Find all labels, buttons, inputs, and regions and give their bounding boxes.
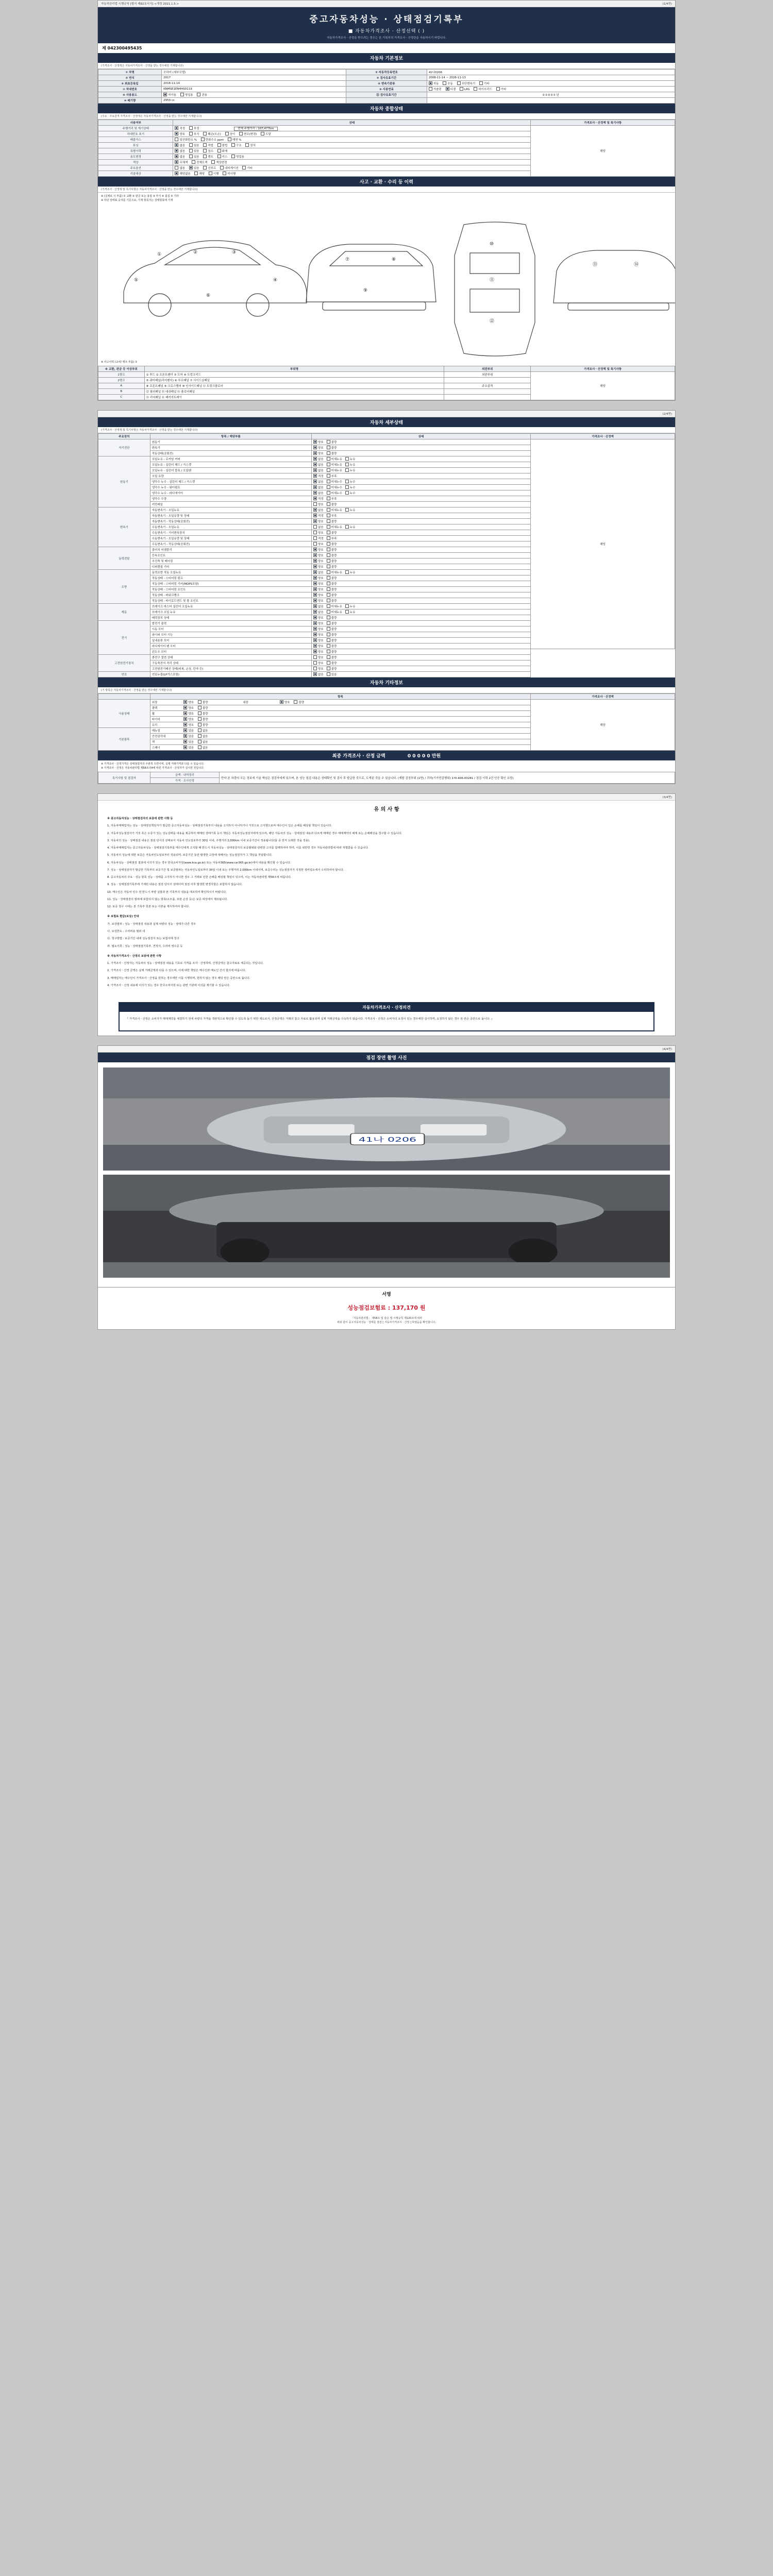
basic-transmission-options[interactable]: 자동 수동 무단변속기 기타 — [427, 81, 675, 87]
detail-item-0-2: 작동상태(공회전) — [150, 451, 311, 456]
sheet3-topstrip — [98, 794, 675, 801]
page-number-4: (4/4면) — [662, 1047, 672, 1051]
notice-head: ※ 중고자동차성능 · 상태점검자의 보증에 관한 사항 등 — [107, 817, 173, 820]
basic-label-10: ⑪ 검사유효기간 — [346, 92, 427, 98]
overall-row-label-5: 용도변경 — [98, 154, 173, 160]
overall-row-opts-8[interactable]: 해당없음 해당 이행 미이행 — [173, 171, 531, 177]
overall-row-label-8: 리콜대상 — [98, 171, 173, 177]
notice-body — [98, 815, 675, 998]
detail-item-2-1: 자동변속기 - 오일유량 및 상태 — [150, 513, 311, 519]
detail-opts-7-2[interactable]: 양호 불량 — [312, 666, 531, 672]
overall-row-opts-3[interactable]: 없음 있음 적법 불법 구조 장치 — [173, 143, 531, 148]
detail-item-6-0: 발전기 출력 — [150, 621, 311, 626]
overall-row-opts-4[interactable]: 없음 있음 침수 화재 — [173, 148, 531, 154]
detail-item-1-5: 냉각수 누수 - 워터펌프 — [150, 485, 311, 490]
detail-item-2-4: 수동변속기 - 기어변속장치 — [150, 530, 311, 536]
svg-text:41나 0206: 41나 0206 — [358, 1136, 416, 1144]
accident-frame-label: 주요골격 — [444, 383, 531, 389]
detail-item-3-2: 추진축 및 베어링 — [150, 558, 311, 564]
basic-label-blank — [346, 98, 427, 104]
basic-label-3: ③ 연식 — [98, 75, 162, 81]
detail-opts-1-8[interactable]: 양호 불량 — [312, 502, 531, 507]
accident-col-outer: 외판부위 — [444, 366, 531, 372]
basic-value-blank — [427, 98, 675, 104]
detail-item-1-6: 냉각수 누수 - 라디에이터 — [150, 490, 311, 496]
second-item-1: 2. 가격조사ㆍ산정 금액은 실제 거래금액과 다를 수 있으며, 이에 대한 책임은 매수인과 매도인 간의 합의에 따릅니다. — [107, 969, 246, 973]
second-head: ※ 자동차가격조사 · 산정의 보증에 관한 사항 — [107, 954, 162, 958]
svg-text:①: ① — [157, 252, 162, 257]
accident-col-price: 가격조사ㆍ산정액 및 특기사항 — [531, 366, 675, 372]
etc-row-3[interactable]: 타이어 양호 불량 — [150, 717, 531, 722]
claim-item-2: 다. 청구방법 : 보증기간 내에 성능점검자 또는 보험사에 청구 — [107, 937, 179, 941]
overall-row-label-4: 특별이력 — [98, 148, 173, 154]
detail-opts-1-6[interactable]: 없음 미세누수 누수 — [312, 490, 531, 496]
detail-item-6-4: 라디에이터 팬 모터 — [150, 643, 311, 649]
photo-front — [103, 1067, 670, 1171]
footer-line-2: 위와 같이 중고자동차성능ㆍ상태를 점검 [ 자동차가격조사ㆍ산정 ] 하였음을 확인합니다. — [337, 1321, 436, 1325]
photos-bar: 점검 장면 촬영 사진 — [98, 1053, 675, 1062]
detail-item-3-0: 클러치 어셈블리 — [150, 547, 311, 553]
detail-item-7-0: 충전구 절연 상태 — [150, 655, 311, 660]
overall-row-opts-2[interactable]: 일산화탄소 % 탄화수소 ppm 매연 % — [173, 137, 531, 143]
sheet2-topstrip — [98, 411, 675, 417]
overall-row-opts-7[interactable]: 없음 있음 선루프 내비게이션 기타 — [173, 165, 531, 171]
detail-item-1-2: 오일누유 - 실린더 블록 / 오일팬 — [150, 468, 311, 473]
detail-item-1-1: 오일누유 - 실린더 헤드 / 가스켓 — [150, 462, 311, 468]
detail-item-2-0: 자동변속기 - 오일누유 — [150, 507, 311, 513]
photo-underbody-svg — [103, 1175, 670, 1278]
detail-opts-1-0[interactable]: 없음 미세누유 누유 — [312, 456, 531, 462]
price-label-sub: 가격 · 조사산정 — [150, 778, 219, 784]
accident-xlabel: ※ 사고이력 (교차/ 랭크 부품) ① — [101, 361, 138, 364]
detail-opts-4-0[interactable]: 없음 미세누유 누유 — [312, 570, 531, 575]
title-band — [98, 7, 675, 43]
detail-item-4-0: 동력조향 작동 오일누유 — [150, 570, 311, 575]
detail-opts-2-1[interactable]: 적정 부족 — [312, 513, 531, 519]
detail-opts-6-0[interactable]: 양호 불량 — [312, 621, 531, 626]
photos-area — [98, 1062, 675, 1287]
detail-col-item: 항목 / 해당부품 — [150, 434, 311, 439]
claim-item-1: 나. 보상한도 : 수리비용 범위 내 — [107, 929, 145, 933]
overall-row-label-3: 튜닝 — [98, 143, 173, 148]
detail-item-5-0: 브레이크 마스터 실린더 오일누유 — [150, 604, 311, 609]
svg-text:⑤: ⑤ — [134, 278, 139, 283]
detail-item-1-8: 커먼레일 — [150, 502, 311, 507]
detail-item-7-2: 고전원전기배선 상태(피복, 손상, 단자 등) — [150, 666, 311, 672]
detail-opts-8-0[interactable]: 없음 있음 — [312, 672, 531, 677]
svg-text:④: ④ — [273, 278, 278, 283]
mileage-box: 현재 주행거리 : 107,477km — [234, 127, 277, 131]
detail-opts-1-4[interactable]: 없음 미세누수 누수 — [312, 479, 531, 485]
accident-rank-1: 2랭크 — [98, 378, 145, 383]
detail-opts-6-2[interactable]: 양호 불량 — [312, 632, 531, 638]
overall-row-label-2: 배출가스 — [98, 137, 173, 143]
basic-value-10: 0 0 0 0 0 년 — [427, 92, 675, 98]
detail-opts-3-0[interactable]: 양호 불량 — [312, 547, 531, 553]
document-number-row — [98, 43, 675, 53]
guarantee-body: 『 가격조사ㆍ산정은 소비자가 매매계약을 체결하기 전에 차량의 가격을 객관적으로 확인할 수 있도록 돕기 위한 제도로서, 산정금액은 거래의 참고 자료로 활용되며 실제 거래금액을 구속하지 않습니다. 가격조사ㆍ산정은 소비자의 요청이 있는 경우에만 실시하며, 요청하지 않은 경우 본 란은 공란으로 둡니다. 』 — [126, 1018, 494, 1021]
detail-opts-3-2[interactable]: 양호 불량 — [312, 558, 531, 564]
detail-opts-4-1[interactable]: 양호 불량 — [312, 575, 531, 581]
sheet1-topstrip — [98, 1, 675, 7]
detail-group-5: 제동 — [98, 604, 150, 621]
detail-opts-2-6[interactable]: 양호 불량 — [312, 541, 531, 547]
page-number-1: (1/4면) — [662, 3, 672, 6]
second-item-0: 1. 가격조사ㆍ산정자는 자동차의 성능ㆍ상태점검 내용을 기초로 가격을 조사ㆍ산정하며, 산정금액은 참고자료로 제공되는 것입니다. — [107, 962, 264, 965]
guarantee-title: 자동차가격조사 · 산정의견 — [120, 1003, 653, 1012]
notice-item-2: 3. 자동차의 성능ㆍ상태점검 내용은 점검 당시의 상태로서 자동차 인도일로부터 30일 이내, 주행거리 2,000km 이내 보증기간이 적용됩니다(둘 중 먼저 도래한 것을 적용). — [107, 839, 310, 842]
basic-label-7: ⑦ 차대번호 — [98, 87, 162, 92]
accident-rank-2: A — [98, 383, 145, 389]
price-bar-label: 최종 가격조사 · 산정 금액 — [332, 754, 385, 759]
accident-legend — [98, 193, 675, 204]
accident-outer-4 — [444, 395, 531, 400]
etc-base-row-1[interactable]: 안전삼각대 있음 없음 — [150, 734, 531, 739]
second-item-3: 4. 가격조사ㆍ산정 내용에 이의가 있는 경우 한국소비자원 또는 관련 기관에 이의를 제기할 수 있습니다. — [107, 984, 230, 987]
svg-text:⑩: ⑩ — [490, 242, 494, 247]
detail-item-1-0: 오일누유 - 로커암 커버 — [150, 456, 311, 462]
svg-text:③: ③ — [232, 250, 237, 255]
detail-opts-1-5[interactable]: 없음 미세누수 누수 — [312, 485, 531, 490]
accident-parts-table — [98, 366, 675, 400]
svg-text:⑥: ⑥ — [206, 293, 211, 298]
overall-row-label-6: 색상 — [98, 160, 173, 165]
basic-label-5: ⑤ 최초등록일 — [98, 81, 162, 87]
detail-state-table — [98, 433, 675, 677]
section-basic-bar: 자동차 기본정보 — [98, 53, 675, 63]
accident-rank-4: C — [98, 395, 145, 400]
page-number-3: (3/4면) — [662, 796, 672, 799]
overall-row-opts-6[interactable]: 무채색 전체도색 색상변경 — [173, 160, 531, 165]
detail-group-6: 전기 — [98, 621, 150, 655]
photo-front-svg — [103, 1067, 670, 1171]
section-etc-bar: 자동차 기타정보 — [98, 677, 675, 687]
second-item-2: 3. 매매업자는 매수인이 가격조사ㆍ산정을 원하는 경우에만 이를 시행하며, 원하지 않는 경우 해당 란은 공란으로 둡니다. — [107, 976, 250, 980]
etc-base-row-3[interactable]: 스패너 있음 없음 — [150, 745, 531, 751]
docno-value: 042300495435 — [107, 46, 142, 50]
section-overall-bar: 자동차 종합상태 — [98, 104, 675, 113]
sheet-3 — [97, 793, 676, 1036]
detail-opts-6-1[interactable]: 양호 불량 — [312, 626, 531, 632]
overall-col-state: 상태 — [173, 120, 531, 126]
detail-item-2-5: 수동변속기 - 오일유량 및 상태 — [150, 536, 311, 541]
accident-items-0: ① 후드 ② 프론트펜더 ③ 도어 ④ 트렁크리드 — [144, 372, 444, 378]
page-title: 중고자동차성능 · 상태점검기록부 — [309, 14, 464, 25]
notice-item-5: 6. 자동차성능ㆍ상태점검 결과에 이의가 있는 경우 한국소비자원(www.kca.go.kr) 또는 자동차365(www.car365.go.kr)에서 내용을 확인할 수 있습니다. — [107, 861, 291, 865]
basic-value-3: 2017 — [162, 75, 346, 81]
basic-label-8: ⑧ 사용연료 — [346, 87, 427, 92]
etc-row-2[interactable]: 휠 양호 불량 — [150, 711, 531, 717]
detail-item-5-2: 배력장치 상태 — [150, 615, 311, 621]
svg-text:⑪: ⑪ — [490, 278, 495, 283]
notice-item-10: 11. 성능ㆍ상태점검의 범위에 포함되지 않는 항목(소모품, 외관 손상 등)은 보증 대상에서 제외됩니다. — [107, 897, 228, 901]
accident-items-3: ⑫ 필러패널 ⑬ 대쉬패널 ⑭ 플로어패널 — [144, 389, 444, 395]
etc-table — [98, 693, 675, 751]
etc-base-row-0[interactable]: 매뉴얼 있음 없음 — [150, 728, 531, 734]
overall-col-price: 가격조사ㆍ산정액 및 특기사항 — [531, 120, 675, 126]
svg-text:⑭: ⑭ — [634, 262, 639, 267]
overall-state-table — [98, 120, 675, 177]
sheet-2 — [97, 410, 676, 784]
sheet-1 — [97, 0, 676, 401]
basic-usage-options[interactable]: 자가용 영업용 관용 — [162, 92, 346, 98]
basic-label-6: ⑥ 변속기종류 — [346, 81, 427, 87]
detail-opts-2-0[interactable]: 없음 미세누유 누유 — [312, 507, 531, 513]
accident-items-2: ⑧ 프론트패널 ⑨ 크로스멤버 ⑩ 인사이드패널 ⑪ 트렁크플로어 — [144, 383, 444, 389]
section-basic-note: (가격조사ㆍ산정액은 자동차가격조사ㆍ산정을 받는 경우에만 기재합니다) — [98, 63, 675, 69]
accident-rank-3: B — [98, 389, 145, 395]
basic-label-2: ② 자동차등록번호 — [346, 70, 427, 75]
overall-price-cell: 해당 — [531, 126, 675, 177]
detail-opts-1-2[interactable]: 없음 미세누유 누유 — [312, 468, 531, 473]
accident-col-rank: ※ 교환, 판금 등 이상부위 — [98, 366, 145, 372]
price-label-sum: 금액 · 내역정리 — [150, 772, 219, 778]
detail-item-0-0: 원동기 — [150, 439, 311, 445]
detail-group-1: 원동기 — [98, 456, 150, 507]
detail-item-1-4: 냉각수 누수 - 실린더 헤드 / 가스켓 — [150, 479, 311, 485]
detail-opts-2-4[interactable]: 양호 불량 — [312, 530, 531, 536]
detail-opts-7-1[interactable]: 양호 불량 — [312, 660, 531, 666]
basic-label-9: ⑨ 사용용도 — [98, 92, 162, 98]
detail-opts-2-2[interactable]: 양호 불량 — [312, 519, 531, 524]
detail-opts-2-3[interactable]: 없음 미세누유 누유 — [312, 524, 531, 530]
notice-item-7: 8. 중고자동차의 주요ㆍ성능 항목 성능ㆍ상태를 고지하지 아니한 경우 그 거래로 인한 손해를 배상할 책임이 있으며, 이는 자동차관리법 제58조에 따릅니다. — [107, 876, 292, 879]
accident-items-4: ⑮ 리어패널 ⑯ 패키지트레이 — [144, 395, 444, 400]
detail-opts-4-5[interactable]: 양호 불량 — [312, 598, 531, 604]
detail-item-6-3: 실내송풍 모터 — [150, 638, 311, 643]
detail-opts-5-2[interactable]: 양호 불량 — [312, 615, 531, 621]
etc-col-2: 가격조사ㆍ산정액 — [531, 694, 675, 700]
basic-value-1: 모하비 (세부모델) — [162, 70, 346, 75]
claim-item-3: 라. 필요서류 : 성능ㆍ상태점검기록부, 견적서, 수리비 영수증 등 — [107, 944, 183, 948]
accident-legend-sub: ※ 하단 상태표 숫자를 기준으로, 기재 항목지는 상태항목에 기재 — [101, 199, 173, 202]
notice-item-8: 9. 성능ㆍ상태점검기록부에 기재된 내용은 점검 당시의 상태이며 점검 이후 발생한 변경사항은 포함하지 않습니다. — [107, 883, 243, 887]
detail-opts-6-3[interactable]: 양호 불량 — [312, 638, 531, 643]
notice-item-1: 2. 자동차성능점검자가 거짓 혹은 오류가 있는 성능상태를 내용을 제공하여 매매된 상태기록 등의 책임은 자동차성능점검자에게 있으며, 해당 자동차의 성능ㆍ상태점검 내용과 다르게 매매된 경우 매매계약의 해제 또는 손해배상을 청구할 수 있습니다. — [107, 832, 402, 835]
accident-outer-0: 외판부위 — [444, 372, 531, 378]
detail-item-0-1: 변속기 — [150, 445, 311, 451]
svg-text:⑦: ⑦ — [345, 257, 350, 262]
accident-col-parts: 부위명 — [144, 366, 444, 372]
notice-item-0: 1. 자동차매매업자는 성능ㆍ상태점검책임자가 발급한 중고자동차성능ㆍ상태점검기록부의 내용을 고지하지 아니하거나 거짓으로 고지했으로써 매수인이 입은 손해를 배상할 책임이 있습니다. — [107, 824, 332, 828]
detail-item-4-5: 작동상태 - 타이로드엔드 및 볼 조인트 — [150, 598, 311, 604]
detail-price-cell: 해당 — [531, 439, 675, 649]
etc-side-label: 사용상태 — [98, 700, 150, 728]
page-number-2: (2/4면) — [662, 413, 672, 416]
overall-row-label-1: 차대번호 표기 — [98, 131, 173, 137]
detail-col-price: 가격조사ㆍ산정액 — [531, 434, 675, 439]
notice-title: 유 의 사 항 — [374, 807, 399, 812]
accident-items-1: ⑤ 쿼터패널(리어펜더) ⑥ 루프패널 ⑦ 사이드실패널 — [144, 378, 444, 383]
detail-item-4-1: 작동상태 - 스티어링 펌프 — [150, 575, 311, 581]
overall-row-opts-1[interactable]: 양호 부식 훼손(오손) 상이 변조(변경) 도말 — [173, 131, 531, 137]
detail-item-6-5: 윈도우 모터 — [150, 649, 311, 655]
basic-value-2: 41나0206 — [427, 70, 675, 75]
detail-item-2-3: 수동변속기 - 오일누유 — [150, 524, 311, 530]
section-etc-note: (기 항목은 자동차가격조사ㆍ산정을 받는 경우에만 기재합니다) — [98, 687, 675, 693]
claim-item-0: 가. 보상범위 : 성능ㆍ상태점검 내용과 실제 차량의 성능ㆍ상태가 다른 경우 — [107, 922, 196, 926]
detail-group-2: 변속기 — [98, 507, 150, 547]
price-note-2: ※ 가격조사ㆍ산정은 자동차관리법 제58조의4에 따른 가격조사ㆍ산정자가 실시한 것입니다. — [101, 767, 205, 770]
sheet4-topstrip — [98, 1046, 675, 1053]
detail-col-major: 주요장치 — [98, 434, 150, 439]
basic-fuel-options[interactable]: 가솔린 디젤 LPG 하이브리드 기타 — [427, 87, 675, 92]
notice-item-11: 12. 보증 청구 시에는 본 기록부 원본 또는 사본을 제시하여야 합니다. — [107, 905, 190, 909]
page-subtitle: ■ 자동차가격조사 · 산정선택 ( ) — [348, 29, 425, 34]
basic-displacement-value: 2959 cc — [162, 98, 346, 104]
price-note-1: ※ 가격조사ㆍ산정가격은 상태점검자의 주관적 의견이며, 실제 거래가격과 다를 수 있습니다. — [101, 762, 205, 766]
detail-item-3-1: 등속조인트 — [150, 553, 311, 558]
detail-opts-3-1[interactable]: 양호 불량 — [312, 553, 531, 558]
basic-label-4: ④ 검사유효기간 — [346, 75, 427, 81]
basic-value-4: 2008-11-14 ~ 2026-11-13 — [427, 75, 675, 81]
vehicle-diagram — [98, 204, 675, 359]
section-detail-note: (가격조사ㆍ산정액 및 특기사항은 자동차가격조사ㆍ산정을 받는 경우에만 기재합니다) — [98, 427, 675, 433]
svg-text:⑬: ⑬ — [593, 262, 598, 267]
detail-opts-7-0[interactable]: 양호 불량 — [312, 655, 531, 660]
price-bar — [98, 751, 675, 760]
notice-item-3: 4. 자동차매매업자는 중고자동차성능ㆍ상태점검기록부를 매수인에게 고지할 때 반드시 자동차성능ㆍ상태점검자의 보증범위와 관련한 고지를 함께하여야 하며, 이를 위반한 경우 자동차관리법에 따라 처벌받을 수 있습니다. — [107, 846, 369, 850]
detail-opts-5-0[interactable]: 없음 미세누유 누유 — [312, 604, 531, 609]
svg-text:②: ② — [193, 250, 198, 255]
overall-row-label-0: 주행거리 및 계기상태 — [98, 126, 173, 131]
price-disclaimer: 만약 본 차량의 모든 정보에 기술 책임은 점검자에게 있으며, 본 성능 점검 내용은 상태확인 및 검사 후 발급한 것으로, 도색된 것을 수 있습니다. (계발 검정부위 (1면) / 귀하(기가민감행위) 1?0-406-00281 / 점검 이력 2건 인증 확인 요망) — [219, 772, 675, 784]
detail-item-5-1: 브레이크 오일 누유 — [150, 609, 311, 615]
accident-legend-title: ※ (실제로 시 부품) ① 교환 ② 판금 또는 용접 ③ 부식 ④ 흠집 ⑤ 기타 — [101, 195, 179, 198]
notice-item-4: 5. 자동차의 성능에 대한 보증은 자동차인도일로부터 적용되며, 보증기간 동안 발생한 고장에 대해서는 성능점검자가 그 책임을 부담합니다. — [107, 854, 273, 857]
detail-item-1-7: 냉각수 수량 — [150, 496, 311, 502]
etc-price-cell: 해당 — [531, 700, 675, 751]
notice-item-6: 7. 성능ㆍ상태점검자가 발급한 기록부의 보증기간 및 보증범위는 자동차인도일로부터 30일 이내 또는 주행거리 2,000km 이내이며, 보증수리는 성능점검자가 지정한 정비업소에서 수리하여야 합니다. — [107, 868, 344, 872]
detail-opts-2-5[interactable]: 적정 부족 — [312, 536, 531, 541]
section-accident-bar: 사고 · 교환 · 수리 등 이력 — [98, 177, 675, 187]
svg-text:⑨: ⑨ — [363, 288, 368, 293]
section-overall-note: (주요ㆍ주요골격 가격조사ㆍ산정액은 자동차가격조사ㆍ산정을 받는 경우에만 기재합니다) — [98, 113, 675, 120]
basic-value-5: 2016-11-14 — [162, 81, 346, 87]
detail-opts-0-2[interactable]: 양호 불량 — [312, 451, 531, 456]
etc-col-0 — [98, 694, 150, 700]
vehicle-diagram-svg — [98, 204, 675, 359]
claim-head: ※ 보험료 환급(보상) 안내 — [107, 915, 139, 919]
svg-text:⑧: ⑧ — [392, 257, 396, 262]
detail-item-6-2: 와이퍼 모터 기능 — [150, 632, 311, 638]
section-detail-bar: 자동차 세부상태 — [98, 417, 675, 427]
form-legal-ref: 자동차관리법 시행규칙 [별지 제82호서식] <개정 2021.1.5.> — [101, 3, 179, 6]
detail-item-6-1: 시동 모터 — [150, 626, 311, 632]
detail-item-4-4: 작동상태 - 파워크랭크 — [150, 592, 311, 598]
detail-opts-4-4[interactable]: 양호 불량 — [312, 592, 531, 598]
etc-col-1: 항목 — [150, 694, 531, 700]
detail-item-4-3: 작동상태 - 스티어링 조인트 — [150, 587, 311, 592]
detail-opts-1-1[interactable]: 없음 미세누유 누유 — [312, 462, 531, 468]
basic-label-1: ① 차명 — [98, 70, 162, 75]
detail-group-0: 자기진단 — [98, 439, 150, 456]
photo-underbody — [103, 1175, 670, 1278]
detail-group-8: 연료 — [98, 672, 150, 677]
detail-group-4: 조향 — [98, 570, 150, 604]
guarantee-box — [119, 1002, 654, 1031]
footer-line-1: 「자동차관리법」 제58조 및 같은 법 시행규칙 제120조에 따라 — [350, 1316, 423, 1320]
detail-item-2-6: 수동변속기 - 작동상태(공회전) — [150, 541, 311, 547]
etc-base-row-2[interactable]: 잭 있음 없음 — [150, 739, 531, 745]
accident-price-cell: 해당 — [531, 372, 675, 400]
detail-opts-4-3[interactable]: 양호 불량 — [312, 587, 531, 592]
etc-row-0[interactable]: 외장 양호 불량 내장 양호 불량 — [150, 700, 531, 705]
detail-item-3-3: 디퍼렌셜 기어 — [150, 564, 311, 570]
detail-opts-4-2[interactable]: 양호 불량 — [312, 581, 531, 587]
docno-label: 제 — [102, 46, 106, 50]
detail-opts-5-1[interactable]: 없음 미세누유 누유 — [312, 609, 531, 615]
detail-opts-0-1[interactable]: 양호 불량 — [312, 445, 531, 451]
basic-vin-value: KNMSE1EN4HS0119 — [162, 87, 346, 92]
accident-rank-0: 1랭크 — [98, 372, 145, 378]
detail-opts-1-3[interactable]: 적정 부족 — [312, 473, 531, 479]
overall-row-opts-5[interactable]: 없음 있음 렌트 리스 영업용 — [173, 154, 531, 160]
price-notes — [98, 760, 675, 772]
detail-item-1-3: 오일 유량 — [150, 473, 311, 479]
price-table — [98, 772, 675, 784]
inspection-fee: 성능점검보험료 : 137,170 원 — [347, 1304, 426, 1311]
detail-item-2-2: 자동변속기 - 작동상태(공회전) — [150, 519, 311, 524]
sheet-4 — [97, 1045, 676, 1330]
accident-outer-1 — [444, 378, 531, 383]
detail-group-7: 고전원전기장치 — [98, 655, 150, 672]
detail-opts-6-4[interactable]: 양호 불량 — [312, 643, 531, 649]
price-amount: 0 0 0 0 0 만원 — [407, 754, 441, 759]
svg-text:⑫: ⑫ — [490, 319, 495, 324]
page-caption: 자동차가격조사ㆍ산정을 받으려는 경우는 본 기록부의 가격조사ㆍ산정란을 사용하시기 바랍니다. — [327, 37, 446, 40]
detail-item-7-1: 구동축전지 격리 상태 — [150, 660, 311, 666]
signature-band: 서명 — [98, 1287, 675, 1300]
etc-base-label: 기본품목 — [98, 728, 150, 751]
document-footer — [98, 1315, 675, 1329]
overall-row-opts-0[interactable]: 적정 부정 현재 주행거리 : 107,477km — [173, 126, 531, 131]
detail-group-3: 동력전달 — [98, 547, 150, 570]
detail-col-state: 상태 — [312, 434, 531, 439]
etc-row-4[interactable]: 유리 양호 불량 — [150, 722, 531, 728]
basic-label-11: ⑩ 배기량 — [98, 98, 162, 104]
detail-item-8-0: 연료누출(LP가스포함) — [150, 672, 311, 677]
notice-item-9: 10. 매수인은 자동차 인수 전 반드시 차량 실물과 본 기록부의 내용을 대조하여 확인하시기 바랍니다. — [107, 890, 227, 894]
detail-item-4-2: 작동상태 - 스티어링 기어(MDPS포함) — [150, 581, 311, 587]
detail-opts-3-3[interactable]: 양호 불량 — [312, 564, 531, 570]
overall-col-use: 사용여부 — [98, 120, 173, 126]
basic-info-table — [98, 69, 675, 104]
detail-opts-6-5[interactable]: 양호 불량 — [312, 649, 531, 655]
section-accident-note: (가격조사ㆍ산정액 및 특기사항은 자동차가격조사ㆍ산정을 받는 경우에만 기재합니다) — [98, 187, 675, 193]
etc-row-1[interactable]: 광택 양호 불량 — [150, 705, 531, 711]
detail-opts-0-0[interactable]: 양호 불량 — [312, 439, 531, 445]
overall-row-label-7: 주요옵션 — [98, 165, 173, 171]
price-side-label: 특기사항 및 점검자 — [98, 772, 150, 784]
accident-outer-3 — [444, 389, 531, 395]
detail-opts-1-7[interactable]: 적정 부족 — [312, 496, 531, 502]
